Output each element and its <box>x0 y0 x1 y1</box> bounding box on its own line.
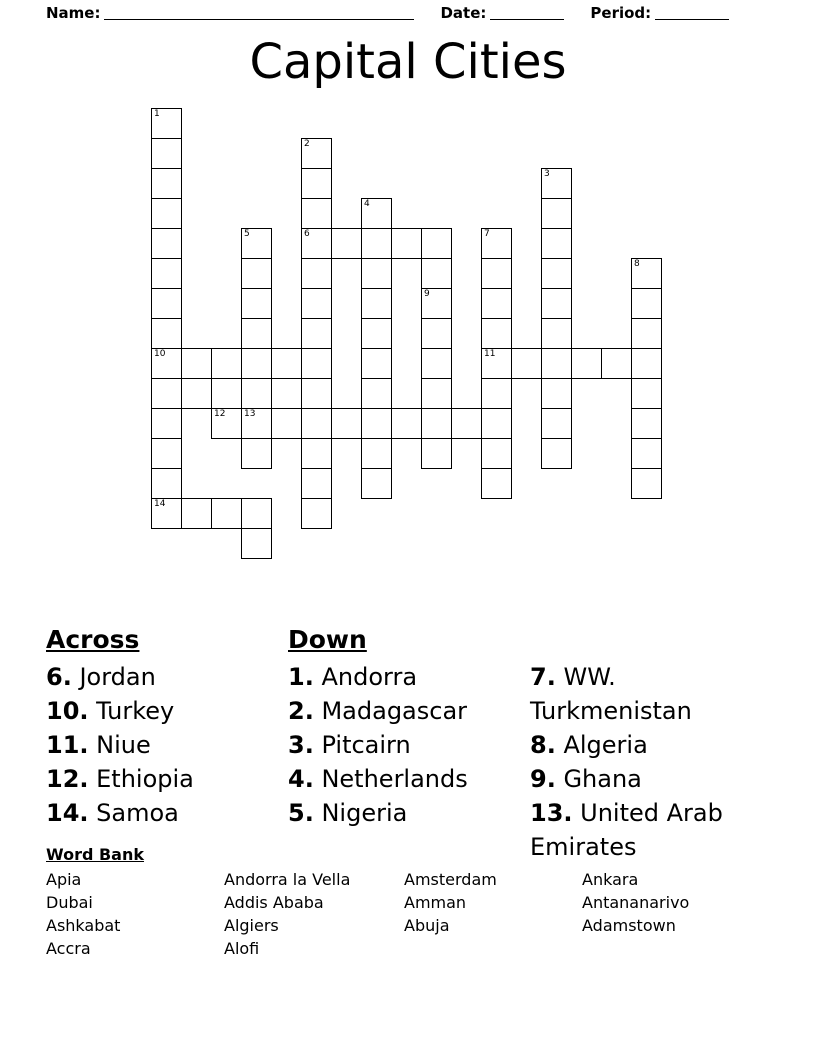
grid-cell[interactable] <box>631 438 662 469</box>
grid-cell[interactable] <box>151 168 182 199</box>
grid-cell[interactable] <box>541 288 572 319</box>
grid-cell[interactable] <box>481 318 512 349</box>
grid-cell[interactable] <box>541 378 572 409</box>
grid-cell[interactable] <box>241 498 272 529</box>
clues-section <box>46 624 776 864</box>
down-clue-number: 5. <box>288 799 314 827</box>
grid-cell[interactable] <box>361 288 392 319</box>
down-column <box>288 624 530 864</box>
word-bank-word: Algiers <box>224 916 279 935</box>
word-bank-word: Ashkabat <box>46 916 121 935</box>
down-clue <box>288 796 530 830</box>
down-clue <box>288 728 530 762</box>
word-bank-word: Andorra la Vella <box>224 870 351 889</box>
name-write-line[interactable] <box>104 6 414 20</box>
across-clue-text: Jordan <box>71 663 156 691</box>
grid-cell[interactable] <box>301 198 332 229</box>
down-clue-text: Andorra <box>313 663 418 691</box>
grid-cell[interactable] <box>271 408 302 439</box>
grid-cell-number: 12 <box>214 409 226 419</box>
down-clue-number: 2. <box>288 697 314 725</box>
across-column <box>46 624 288 864</box>
grid-cell-number: 9 <box>424 289 430 299</box>
grid-cell[interactable] <box>151 498 182 529</box>
grid-cell[interactable] <box>151 378 182 409</box>
grid-cell[interactable] <box>421 288 452 319</box>
grid-cell-number: 13 <box>244 409 256 419</box>
word-bank-word: Addis Ababa <box>224 893 324 912</box>
word-bank-word: Ankara <box>582 870 639 889</box>
grid-cell[interactable] <box>241 288 272 319</box>
grid-cell[interactable] <box>361 468 392 499</box>
grid-cell[interactable] <box>421 348 452 379</box>
grid-cell[interactable] <box>481 348 512 379</box>
grid-cell[interactable] <box>421 258 452 289</box>
grid-cell[interactable] <box>481 228 512 259</box>
grid-cell[interactable] <box>241 348 272 379</box>
grid-cell[interactable] <box>631 348 662 379</box>
grid-cell[interactable] <box>241 318 272 349</box>
word-bank-word: Accra <box>46 939 91 958</box>
grid-cell-number: 7 <box>484 229 490 239</box>
grid-cell[interactable] <box>361 198 392 229</box>
across-clue-number: 14. <box>46 799 89 827</box>
grid-cell[interactable] <box>541 168 572 199</box>
grid-cell[interactable] <box>361 408 392 439</box>
grid-cell[interactable] <box>301 168 332 199</box>
grid-cell[interactable] <box>361 348 392 379</box>
period-label: Period: <box>590 4 652 22</box>
grid-cell[interactable] <box>361 228 392 259</box>
grid-cell[interactable] <box>181 378 212 409</box>
grid-cell-number: 6 <box>304 229 310 239</box>
word-bank-word: Adamstown <box>582 916 676 935</box>
down-clue <box>530 728 776 762</box>
across-clue-text: Ethiopia <box>88 765 194 793</box>
grid-cell[interactable] <box>541 438 572 469</box>
grid-cell[interactable] <box>571 348 602 379</box>
down-clue-text: United Arab Emirates <box>530 799 723 861</box>
down-clue-number: 8. <box>530 731 556 759</box>
period-write-line[interactable] <box>655 6 729 20</box>
grid-cell[interactable] <box>301 228 332 259</box>
grid-cell[interactable] <box>481 408 512 439</box>
down-clue <box>530 762 776 796</box>
grid-cell[interactable] <box>541 258 572 289</box>
across-clue <box>46 728 288 762</box>
grid-cell[interactable] <box>421 378 452 409</box>
grid-cell[interactable] <box>151 288 182 319</box>
across-clue <box>46 796 288 830</box>
grid-cell[interactable] <box>361 378 392 409</box>
across-clue-number: 11. <box>46 731 89 759</box>
down-clue <box>288 660 530 694</box>
grid-cell[interactable] <box>241 438 272 469</box>
date-label: Date: <box>440 4 487 22</box>
word-bank-title: Word Bank <box>46 845 145 864</box>
grid-cell-number: 5 <box>244 229 250 239</box>
grid-cell-number: 1 <box>154 109 160 119</box>
grid-cell[interactable] <box>481 258 512 289</box>
across-clue <box>46 694 288 728</box>
across-clue-text: Samoa <box>88 799 179 827</box>
grid-cell[interactable] <box>631 318 662 349</box>
down-clue <box>288 762 530 796</box>
grid-cell[interactable] <box>421 438 452 469</box>
grid-cell[interactable] <box>301 288 332 319</box>
grid-cell[interactable] <box>331 228 362 259</box>
grid-cell[interactable] <box>241 408 272 439</box>
grid-cell-number: 14 <box>154 499 166 509</box>
grid-cell[interactable] <box>301 408 332 439</box>
down-clue-text: Netherlands <box>313 765 468 793</box>
word-bank-column <box>224 868 404 960</box>
grid-cell[interactable] <box>151 348 182 379</box>
grid-cell[interactable] <box>301 438 332 469</box>
grid-cell[interactable] <box>631 408 662 439</box>
grid-cell[interactable] <box>421 408 452 439</box>
grid-cell[interactable] <box>301 348 332 379</box>
across-clue-number: 6. <box>46 663 72 691</box>
down-clue-number: 4. <box>288 765 314 793</box>
grid-cell[interactable] <box>211 498 242 529</box>
across-clue-text: Niue <box>88 731 151 759</box>
grid-cell[interactable] <box>481 288 512 319</box>
page-title: Capital Cities <box>249 34 567 90</box>
name-label: Name: <box>46 4 101 22</box>
down-clue <box>288 694 530 728</box>
grid-cell[interactable] <box>151 438 182 469</box>
grid-cell-number: 8 <box>634 259 640 269</box>
down-clue-number: 7. <box>530 663 556 691</box>
grid-cell[interactable] <box>541 318 572 349</box>
grid-cell-number: 10 <box>154 349 166 359</box>
word-bank-word: Apia <box>46 870 82 889</box>
grid-cell-number: 11 <box>484 349 496 359</box>
grid-cell[interactable] <box>301 138 332 169</box>
grid-cell[interactable] <box>211 348 242 379</box>
grid-cell[interactable] <box>241 528 272 559</box>
grid-cell[interactable] <box>211 378 242 409</box>
grid-cell[interactable] <box>151 468 182 499</box>
across-heading: Across <box>46 625 140 654</box>
grid-cell[interactable] <box>361 438 392 469</box>
across-clue-number: 12. <box>46 765 89 793</box>
grid-cell[interactable] <box>601 348 632 379</box>
grid-cell[interactable] <box>391 228 422 259</box>
grid-cell[interactable] <box>181 348 212 379</box>
down-clue-number: 13. <box>530 799 573 827</box>
word-bank-word: Antananarivo <box>582 893 690 912</box>
word-bank-word: Amman <box>404 893 467 912</box>
grid-cell[interactable] <box>151 258 182 289</box>
word-bank-column <box>582 868 772 960</box>
grid-cell[interactable] <box>541 348 572 379</box>
across-clue-text: Turkey <box>88 697 175 725</box>
grid-cell[interactable] <box>541 408 572 439</box>
word-bank-word: Dubai <box>46 893 93 912</box>
grid-cell[interactable] <box>361 318 392 349</box>
down-clue-text: Pitcairn <box>313 731 411 759</box>
down-clue-number: 1. <box>288 663 314 691</box>
grid-cell[interactable] <box>631 378 662 409</box>
grid-cell[interactable] <box>331 408 362 439</box>
down-clue-text: Madagascar <box>313 697 468 725</box>
word-bank-column <box>404 868 582 960</box>
grid-cell[interactable] <box>631 288 662 319</box>
grid-cell[interactable] <box>541 228 572 259</box>
grid-cell[interactable] <box>271 348 302 379</box>
grid-cell[interactable] <box>301 318 332 349</box>
grid-cell-number: 3 <box>544 169 550 179</box>
word-bank-word: Abuja <box>404 916 450 935</box>
across-clue-number: 10. <box>46 697 89 725</box>
grid-cell[interactable] <box>151 408 182 439</box>
grid-cell[interactable] <box>151 228 182 259</box>
down-clue-number: 9. <box>530 765 556 793</box>
word-bank-word: Alofi <box>224 939 260 958</box>
down-clue <box>530 660 776 728</box>
grid-cell[interactable] <box>421 228 452 259</box>
grid-cell[interactable] <box>301 258 332 289</box>
grid-cell[interactable] <box>541 198 572 229</box>
grid-cell[interactable] <box>631 468 662 499</box>
grid-cell[interactable] <box>481 468 512 499</box>
grid-cell[interactable] <box>451 408 482 439</box>
word-bank <box>46 845 776 960</box>
down-column-continued <box>530 624 776 864</box>
grid-cell[interactable] <box>511 348 542 379</box>
grid-cell[interactable] <box>271 378 302 409</box>
word-bank-word: Amsterdam <box>404 870 497 889</box>
down-clue-text: Ghana <box>555 765 642 793</box>
across-clue <box>46 660 288 694</box>
grid-cell[interactable] <box>481 438 512 469</box>
grid-cell-number: 2 <box>304 139 310 149</box>
date-write-line[interactable] <box>490 6 564 20</box>
grid-cell[interactable] <box>361 258 392 289</box>
down-clue-text: WW. Turkmenistan <box>530 663 692 725</box>
grid-cell[interactable] <box>181 498 212 529</box>
grid-cell[interactable] <box>241 258 272 289</box>
grid-cell[interactable] <box>421 318 452 349</box>
down-clue-number: 3. <box>288 731 314 759</box>
grid-cell[interactable] <box>241 378 272 409</box>
grid-cell[interactable] <box>301 468 332 499</box>
grid-cell[interactable] <box>151 318 182 349</box>
grid-cell[interactable] <box>391 408 422 439</box>
grid-cell[interactable] <box>481 378 512 409</box>
grid-cell[interactable] <box>151 108 182 139</box>
worksheet-header <box>0 0 816 26</box>
across-clue <box>46 762 288 796</box>
down-clue-text: Nigeria <box>313 799 408 827</box>
grid-cell[interactable] <box>211 408 242 439</box>
down-clue-text: Algeria <box>555 731 648 759</box>
grid-cell[interactable] <box>631 258 662 289</box>
word-bank-column <box>46 868 224 960</box>
grid-cell[interactable] <box>301 378 332 409</box>
down-heading: Down <box>288 625 367 654</box>
grid-cell-number: 4 <box>364 199 370 209</box>
grid-cell[interactable] <box>241 228 272 259</box>
grid-cell[interactable] <box>151 138 182 169</box>
grid-cell[interactable] <box>301 498 332 529</box>
grid-cell[interactable] <box>151 198 182 229</box>
